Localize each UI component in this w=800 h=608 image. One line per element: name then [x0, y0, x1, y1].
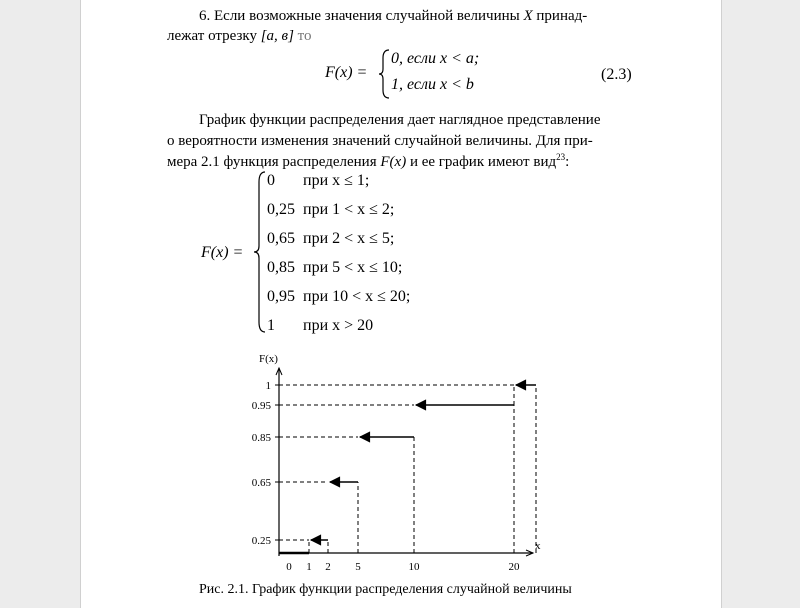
paragraph2-line2: о вероятности изменения значений случайной величины. Для при-: [167, 133, 593, 149]
paragraph2-line3-c: :: [565, 154, 570, 170]
distribution-function-chart: [81, 0, 721, 608]
x-tick-label: 1: [306, 561, 312, 573]
figure-caption: Рис. 2.1. График функции распределения случайной величины: [199, 582, 572, 597]
piecewise-case: 0,85 при 5 < x ≤ 10;: [267, 259, 403, 276]
formula-2-3-lhs: F(x) =: [325, 64, 368, 81]
document-page: [80, 0, 722, 608]
y-tick-label: 0.95: [251, 400, 271, 412]
piecewise-case: 0,65 при 2 < x ≤ 5;: [267, 230, 395, 247]
y-tick-label: 0.85: [251, 432, 271, 444]
formula-2-3-number: (2.3): [601, 66, 632, 83]
item-number: 6.: [199, 8, 211, 24]
paragraph1-text: Если возможные значения случайной величины: [214, 8, 520, 24]
paragraph1-line2-text: лежат отрезку: [167, 28, 257, 44]
paragraph2-line3-b: и ее график имеют вид: [409, 154, 557, 170]
piecewise-case: 0 при x ≤ 1;: [267, 172, 370, 189]
piecewise-lhs: F(x) =: [201, 244, 244, 261]
formula-2-3-case2: 1, если x < b: [391, 76, 474, 93]
piecewise-case: 0,95 при 10 < x ≤ 20;: [267, 288, 411, 305]
paragraph2-line3-a: мера 2.1 функция распределения: [167, 154, 377, 170]
x-tick-label: 0: [286, 561, 292, 573]
function-fx: F(x): [380, 154, 407, 170]
y-axis-label: F(x): [259, 353, 278, 365]
x-tick-label: 5: [355, 561, 361, 573]
footnote-marker: 23: [556, 152, 566, 162]
x-tick-label: 20: [508, 561, 520, 573]
y-tick-label: 0.25: [251, 535, 271, 547]
paragraph2-line1: График функции распределения дает наглядное представление: [199, 112, 601, 128]
paragraph1-line2-tail: то: [297, 28, 312, 44]
formula-2-3-case1: 0, если x < a;: [391, 50, 480, 67]
paragraph1-tail: принад-: [536, 8, 588, 24]
y-tick-label: 0.65: [251, 477, 271, 489]
x-tick-label: 2: [325, 561, 331, 573]
variable-x: X: [523, 8, 533, 24]
interval: [a, в]: [260, 28, 294, 44]
x-tick-label: 10: [408, 561, 420, 573]
piecewise-case: 0,25 при 1 < x ≤ 2;: [267, 201, 395, 218]
x-axis-label: x: [535, 540, 541, 552]
y-tick-label: 1: [265, 380, 271, 392]
piecewise-case: 1 при x > 20: [267, 317, 374, 334]
